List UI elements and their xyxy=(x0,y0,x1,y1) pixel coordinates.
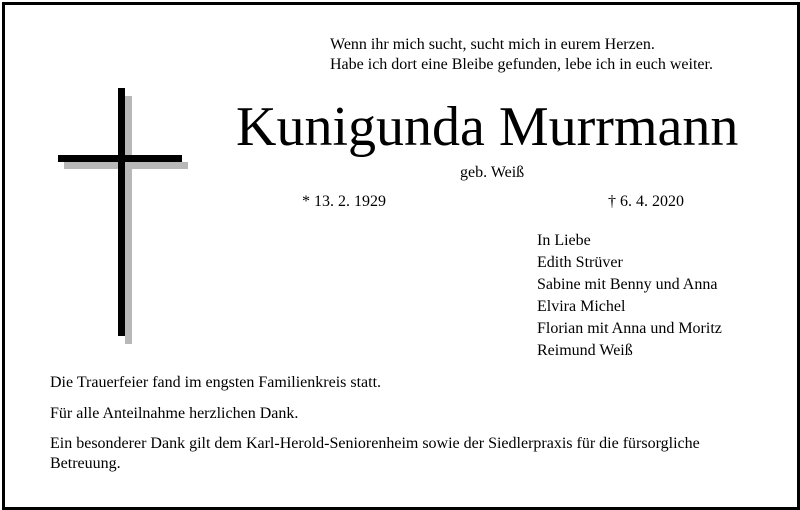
mourner-name: Florian mit Anna und Moritz xyxy=(537,320,722,337)
mourners-intro: In Liebe xyxy=(537,232,591,249)
death-date: † 6. 4. 2020 xyxy=(608,193,684,210)
thanks-note: Für alle Anteilnahme herzlichen Dank. xyxy=(50,405,299,422)
maiden-name: geb. Weiß xyxy=(460,164,525,181)
cross-beam-horizontal xyxy=(58,155,182,162)
deceased-name: Kunigunda Murrmann xyxy=(236,96,739,158)
mourners-list xyxy=(537,230,722,362)
quote-line-1: Wenn ihr mich sucht, sucht mich in eurem Herzen. xyxy=(330,36,655,53)
birth-date: * 13. 2. 1929 xyxy=(302,193,386,210)
mourner-name: Reimund Weiß xyxy=(537,342,633,359)
memorial-quote xyxy=(330,35,713,75)
cross-shadow-vertical xyxy=(125,96,132,344)
mourner-name: Sabine mit Benny und Anna xyxy=(537,276,718,293)
cross-icon xyxy=(58,88,188,343)
quote-line-2: Habe ich dort eine Bleibe gefunden, lebe ich in euch weiter. xyxy=(330,56,713,73)
cross-shadow-horizontal xyxy=(64,162,188,169)
cross-beam-vertical xyxy=(118,88,125,336)
special-thanks-note: Ein besonderer Dank gilt dem Karl-Herold-Seniorenheim sowie der Siedlerpraxis für die fürsorgliche Betreuung. xyxy=(50,435,700,472)
mourner-name: Elvira Michel xyxy=(537,298,626,315)
ceremony-note: Die Trauerfeier fand im engsten Familienkreis statt. xyxy=(50,374,382,391)
mourner-name: Edith Strüver xyxy=(537,254,623,271)
